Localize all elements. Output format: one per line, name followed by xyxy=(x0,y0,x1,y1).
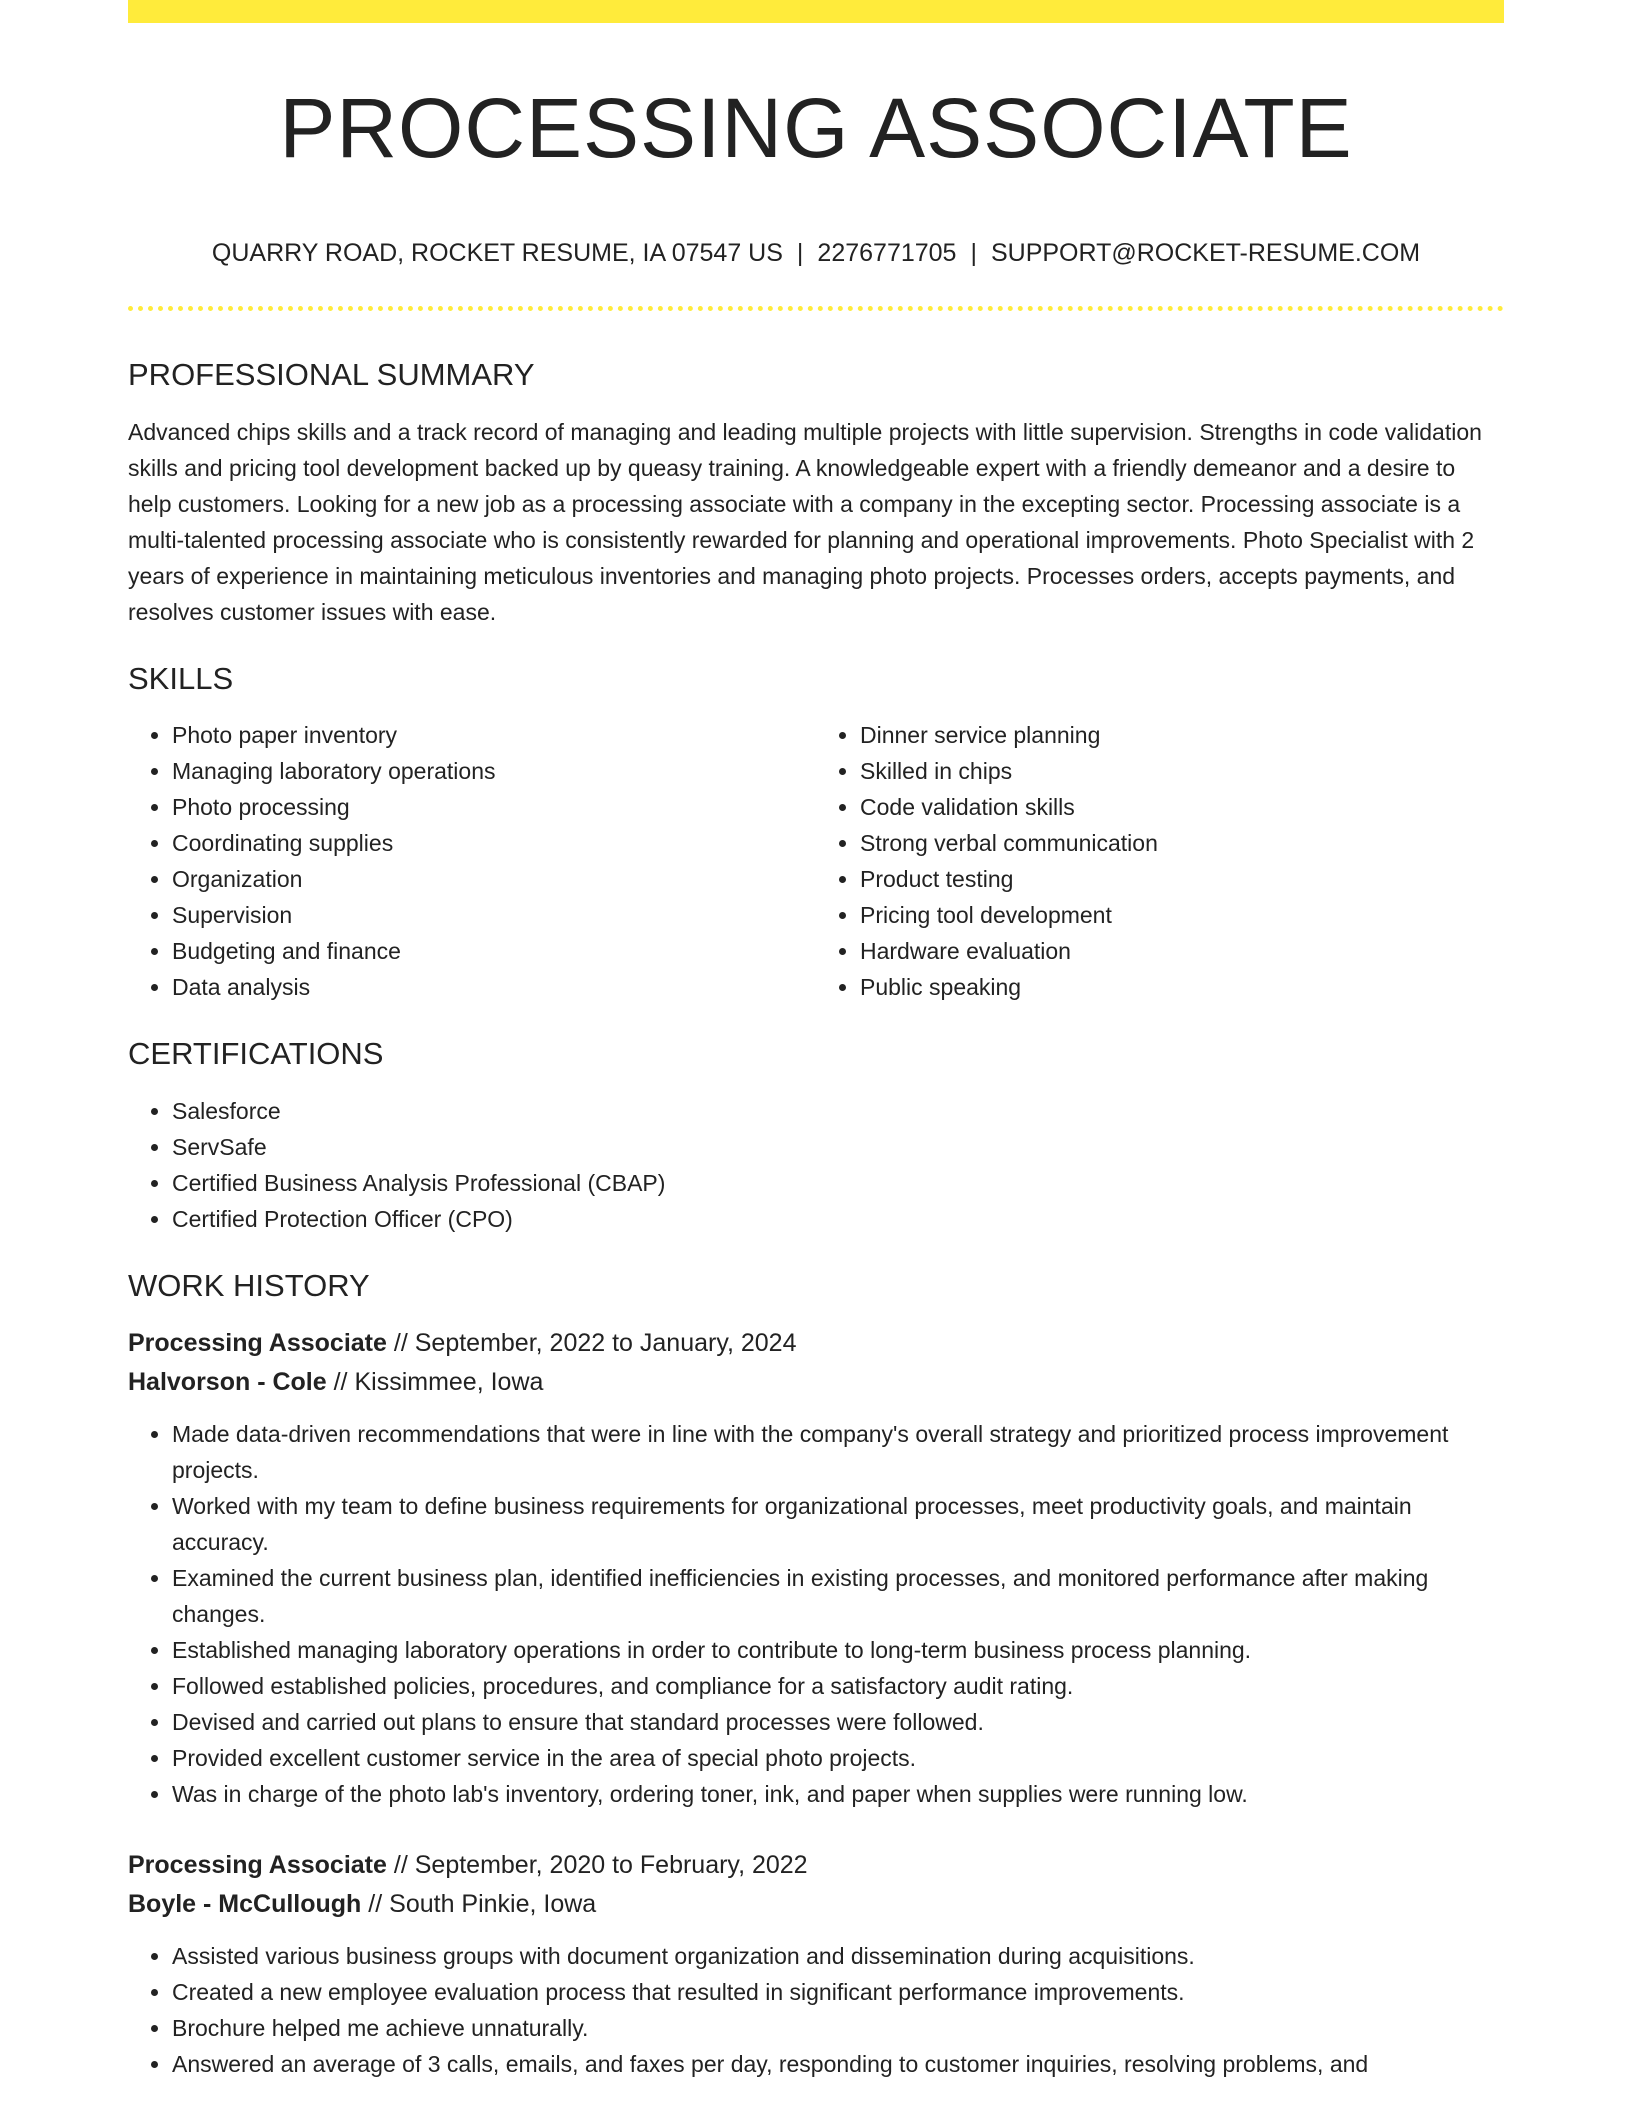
list-item: • Salesforce xyxy=(172,1093,1504,1129)
job-company: Halvorson - Cole xyxy=(128,1367,327,1396)
list-item: • Supervision xyxy=(172,897,816,933)
list-item: • Certified Business Analysis Professional (CBAP) xyxy=(172,1165,1504,1201)
job-entry xyxy=(128,1324,1504,1812)
skills-columns xyxy=(128,717,1504,1005)
list-item: • Strong verbal communication xyxy=(860,825,1504,861)
job-role: Processing Associate xyxy=(128,1328,387,1357)
list-item: • Was in charge of the photo lab's inventory, ordering toner, ink, and paper when supplies were running low. xyxy=(172,1776,1504,1812)
list-item: • Certified Protection Officer (CPO) xyxy=(172,1201,1504,1237)
list-item: • Dinner service planning xyxy=(860,717,1504,753)
job-separator: // xyxy=(368,1889,383,1918)
list-item: • Answered an average of 3 calls, emails, and faxes per day, responding to customer inquiries, resolving problems, and xyxy=(172,2046,1504,2082)
job-title-line xyxy=(128,1846,1504,1885)
work-history-section xyxy=(128,1267,1504,2082)
skills-heading: SKILLS xyxy=(128,661,234,697)
job-dates: September, 2020 to February, 2022 xyxy=(414,1850,808,1879)
job-bullets xyxy=(128,1416,1504,1812)
contact-address: QUARRY ROAD, ROCKET RESUME, IA 07547 US xyxy=(211,239,783,267)
list-item: • Coordinating supplies xyxy=(172,825,816,861)
job-separator: // xyxy=(333,1367,348,1396)
certifications-list xyxy=(128,1093,1504,1237)
job-dates: September, 2022 to January, 2024 xyxy=(414,1328,797,1357)
job-title-line xyxy=(128,1324,1504,1363)
list-item: • Worked with my team to define business requirements for organizational processes, meet productivity goals, and maintain accuracy. xyxy=(172,1488,1504,1560)
list-item: • Provided excellent customer service in the area of special photo projects. xyxy=(172,1740,1504,1776)
list-item: • Devised and carried out plans to ensure that standard processes were followed. xyxy=(172,1704,1504,1740)
job-role: Processing Associate xyxy=(128,1850,387,1879)
page-title: PROCESSING ASSOCIATE xyxy=(279,81,1353,175)
list-item: • Skilled in chips xyxy=(860,753,1504,789)
certifications-section xyxy=(128,1035,1504,1236)
certifications-heading: CERTIFICATIONS xyxy=(128,1036,384,1072)
skills-list-left xyxy=(128,717,816,1005)
contact-separator: | xyxy=(970,239,977,267)
list-item: • Pricing tool development xyxy=(860,897,1504,933)
contact-separator: | xyxy=(796,239,804,267)
list-item: • Assisted various business groups with document organization and dissemination during acquisitions. xyxy=(172,1938,1504,1974)
list-item: • Photo processing xyxy=(172,789,816,825)
list-item: • Budgeting and finance xyxy=(172,933,816,969)
list-item: • Code validation skills xyxy=(860,789,1504,825)
job-separator: // xyxy=(393,1850,408,1879)
list-item: • Public speaking xyxy=(860,969,1504,1005)
contact-email: SUPPORT@ROCKET-RESUME.COM xyxy=(990,239,1421,267)
list-item: • Followed established policies, procedures, and compliance for a satisfactory audit rating. xyxy=(172,1668,1504,1704)
accent-bar xyxy=(128,0,1504,23)
list-item: • Photo paper inventory xyxy=(172,717,816,753)
list-item: • Hardware evaluation xyxy=(860,933,1504,969)
dotted-divider xyxy=(128,306,1504,311)
list-item: • Made data-driven recommendations that were in line with the company's overall strategy and prioritized process improvement projects. xyxy=(172,1416,1504,1488)
list-item: • Product testing xyxy=(860,861,1504,897)
job-separator: // xyxy=(393,1328,408,1357)
list-item: • Data analysis xyxy=(172,969,816,1005)
skills-section xyxy=(128,660,1504,1005)
job-company: Boyle - McCullough xyxy=(128,1889,362,1918)
job-location: Kissimmee, Iowa xyxy=(354,1367,544,1396)
jobs-list xyxy=(128,1324,1504,2082)
list-item: • Organization xyxy=(172,861,816,897)
list-item: • Managing laboratory operations xyxy=(172,753,816,789)
list-item: • Examined the current business plan, identified inefficiencies in existing processes, and monitored performance after making changes. xyxy=(172,1560,1504,1632)
list-item: • Created a new employee evaluation process that resulted in significant performance improvements. xyxy=(172,1974,1504,2010)
summary-heading: PROFESSIONAL SUMMARY xyxy=(128,357,535,392)
work-history-heading: WORK HISTORY xyxy=(128,1267,370,1303)
summary-section xyxy=(128,356,1504,630)
list-item: • ServSafe xyxy=(172,1129,1504,1165)
list-item: • Brochure helped me achieve unnaturally. xyxy=(172,2010,1504,2046)
job-company-line xyxy=(128,1885,1504,1924)
job-bullets xyxy=(128,1938,1504,2082)
skills-list-right xyxy=(816,717,1504,1005)
job-entry xyxy=(128,1846,1504,2082)
contact-phone: 2276771705 xyxy=(817,239,957,267)
resume-page xyxy=(128,0,1504,2082)
list-item: • Established managing laboratory operations in order to contribute to long-term business process planning. xyxy=(172,1632,1504,1668)
job-location: South Pinkie, Iowa xyxy=(389,1889,597,1918)
summary-text: Advanced chips skills and a track record of managing and leading multiple projects with little supervision. Strengths in code validation skills and pricing tool development backed up by queasy training. A knowledgeable expert with a friendly demeanor and a desire to help customers. Looking for a new job as a processing associate with a company in the excepting sector. Processing associate is a multi-talented processing associate who is consistently rewarded for planning and operational improvements. Photo Specialist with 2 years of experience in maintaining meticulous inventories and managing photo projects. Processes orders, accepts payments, and resolves customer issues with ease. xyxy=(128,419,1482,626)
contact-line xyxy=(128,238,1504,268)
job-company-line xyxy=(128,1363,1504,1402)
